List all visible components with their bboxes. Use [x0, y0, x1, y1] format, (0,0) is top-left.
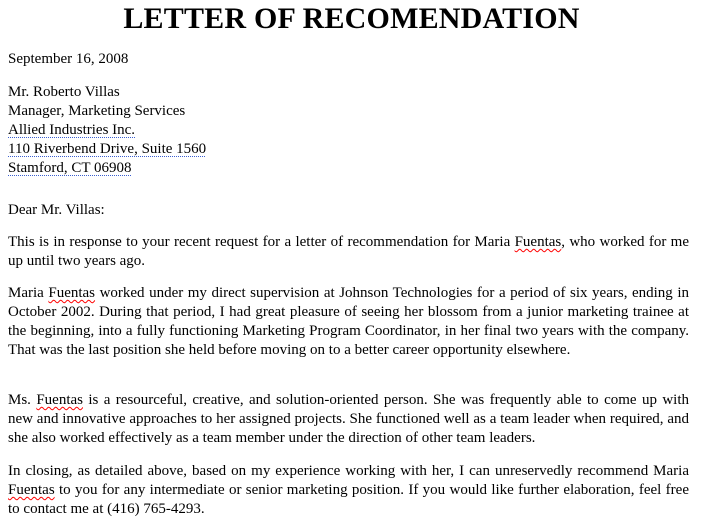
salutation-text: Dear Mr. Villas: — [8, 202, 105, 218]
paragraph-3-part-b: is a resourceful, creative, and solution-oriented person. She was frequently able to come up with new and innovative approaches to her assigned projects. She functioned well as a team leader when required, and she also worked effectively as a team member under the direction of other team leaders. — [8, 392, 689, 446]
paragraph-3-text — [8, 391, 689, 448]
recipient-company — [8, 121, 689, 140]
recipient-position: Manager, Marketing Services — [8, 103, 186, 119]
paragraph-1-part-b: , who worked for me up until two years ago. — [8, 234, 690, 269]
date-line: September 16, 2008 — [8, 51, 129, 67]
paragraph-4 — [8, 462, 689, 519]
paragraph-4-part-b: to you for any intermediate or senior marketing position. If you would like further elaboration, feel free to contact me at (416) 765-4293. — [8, 482, 689, 517]
paragraph-2-part-a: Maria — [8, 285, 49, 301]
paragraph-2-part-b: worked under my direct supervision at Johnson Technologies for a period of six years, ending in October 2002. During that period, I had great pleasure of seeing her blossom from a junior marketing trainee at the beginning, into a fully functioning Marketing Program Coordinator, in her final two years with the company. That was the last position she held before moving on to a better career opportunity elsewhere. — [8, 285, 689, 358]
salutation — [8, 201, 689, 220]
paragraph-3-part-a: Ms. — [8, 392, 37, 408]
recipient-name: Mr. Roberto Villas — [8, 84, 120, 100]
recipient-street-text: 110 Riverbend Drive, Suite 1560 — [8, 141, 207, 157]
recipient-address-block — [8, 83, 689, 178]
recipient-city-text: Stamford, CT 06908 — [8, 160, 132, 176]
paragraph-2 — [8, 284, 689, 360]
recipient-city — [8, 159, 689, 178]
paragraph-1-part-a: This is in response to your recent request for a letter of recommendation for Maria — [8, 234, 515, 250]
paragraph-3 — [8, 391, 689, 448]
paragraph-4-text — [8, 462, 689, 519]
recipient-street — [8, 140, 689, 159]
recipient-company-text: Allied Industries Inc. — [8, 122, 136, 138]
spelling-flag-fuentas: Fuentas — [8, 482, 55, 498]
letter-title: LETTER OF RECOMENDATION — [123, 2, 580, 35]
paragraph-2-text — [8, 284, 689, 360]
paragraph-1-text — [8, 233, 689, 271]
paragraph-4-part-a: In closing, as detailed above, based on my experience working with her, I can unreservedly recommend Maria — [8, 463, 689, 479]
paragraph-1 — [8, 233, 689, 271]
spelling-flag-fuentas: Fuentas — [36, 392, 83, 408]
spelling-flag-fuentas: Fuentas — [48, 285, 96, 301]
letter-date — [8, 50, 689, 69]
spelling-flag-fuentas: Fuentas — [514, 234, 562, 250]
